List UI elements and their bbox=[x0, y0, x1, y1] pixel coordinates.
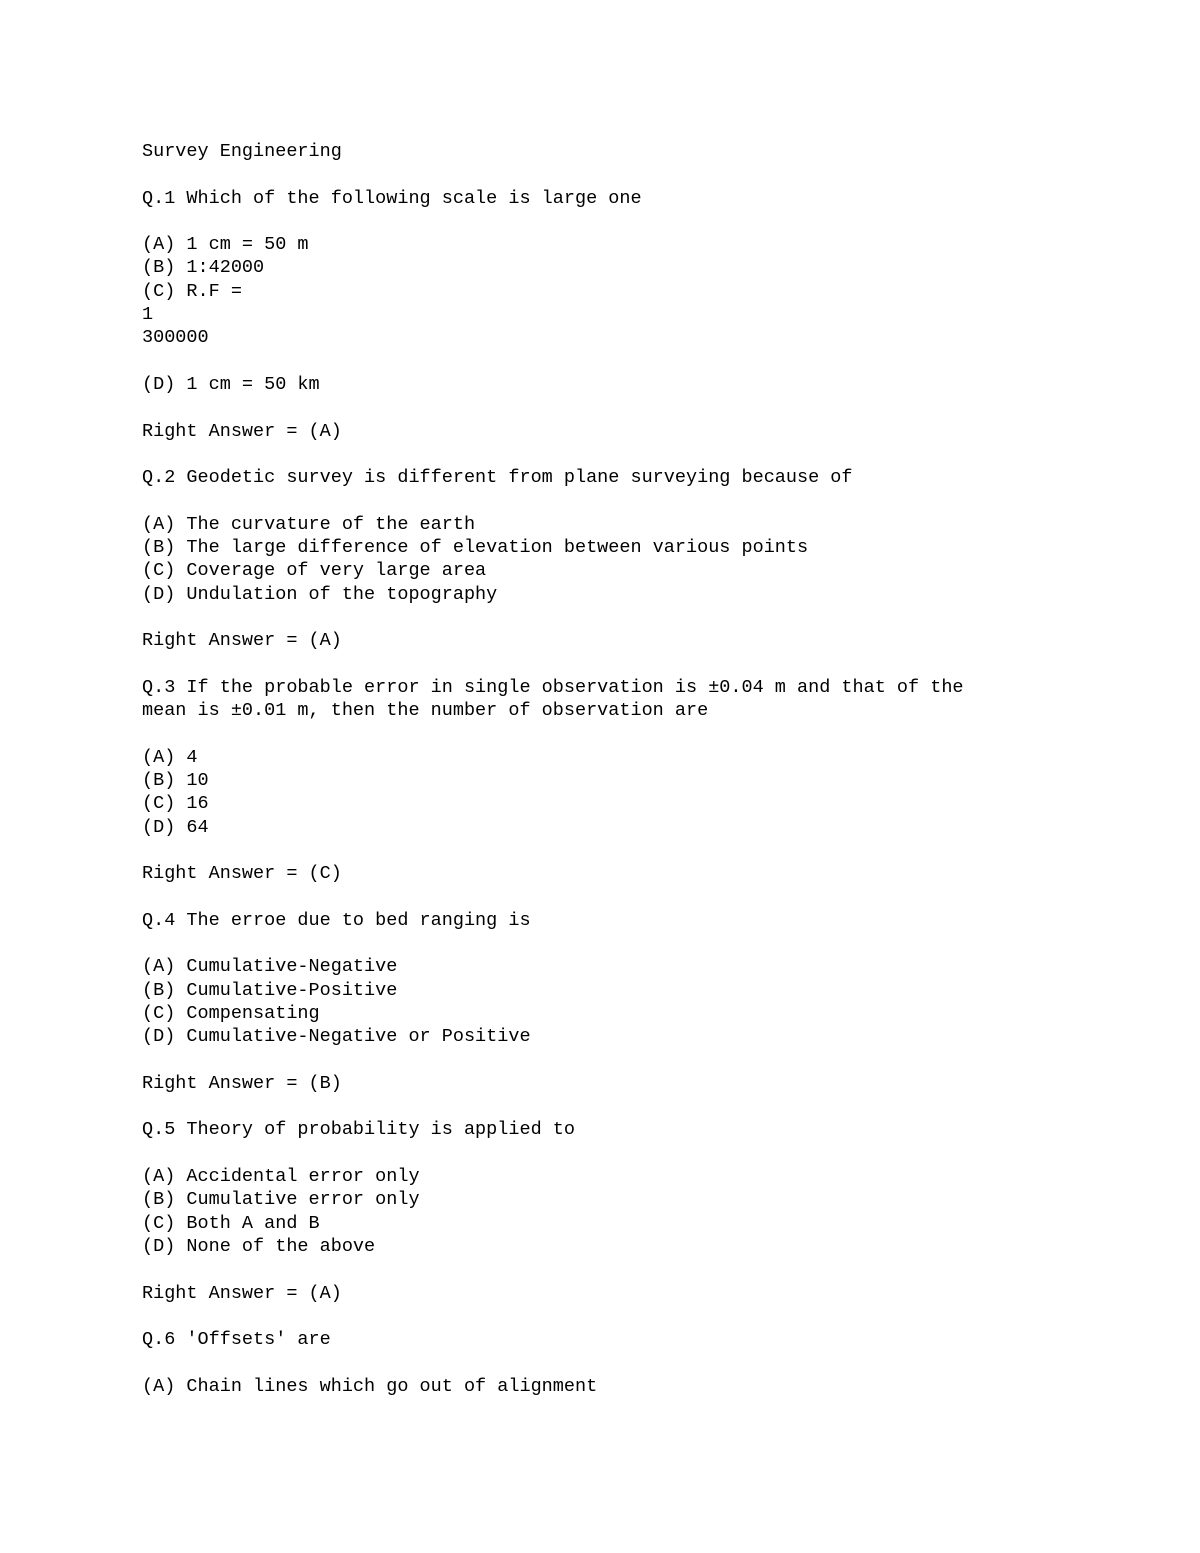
option-b: (B) Cumulative-Positive bbox=[142, 979, 398, 1001]
option-a: (A) 4 bbox=[142, 746, 198, 768]
spacer bbox=[142, 1095, 1142, 1118]
spacer bbox=[142, 163, 1142, 186]
option-c: (C) Compensating bbox=[142, 1002, 320, 1024]
option-b: (B) Cumulative error only bbox=[142, 1189, 420, 1211]
option-a: (A) 1 cm = 50 m bbox=[142, 234, 309, 256]
question-text: Q.4 The erroe due to bed ranging is bbox=[142, 909, 531, 931]
option-d: (D) Undulation of the topography bbox=[142, 583, 498, 605]
spacer bbox=[142, 1351, 1142, 1374]
spacer bbox=[142, 1305, 1142, 1328]
document-page bbox=[142, 140, 1142, 1398]
spacer bbox=[142, 606, 1142, 629]
option-d: (D) 64 bbox=[142, 816, 209, 838]
option-c-denominator: 300000 bbox=[142, 327, 209, 349]
right-answer: Right Answer = (B) bbox=[142, 1072, 342, 1094]
option-c: (C) Both A and B bbox=[142, 1212, 320, 1234]
spacer bbox=[142, 932, 1142, 955]
spacer bbox=[142, 1258, 1142, 1281]
question-text-continued: mean is ±0.01 m, then the number of observation are bbox=[142, 700, 709, 722]
spacer bbox=[142, 396, 1142, 419]
spacer bbox=[142, 489, 1142, 512]
right-answer: Right Answer = (A) bbox=[142, 1282, 342, 1304]
option-d: (D) Cumulative-Negative or Positive bbox=[142, 1026, 531, 1048]
question-block-q1 bbox=[142, 187, 1142, 467]
right-answer: Right Answer = (A) bbox=[142, 630, 342, 652]
document-title: Survey Engineering bbox=[142, 141, 342, 162]
spacer bbox=[142, 210, 1142, 233]
option-c: (C) R.F = bbox=[142, 280, 242, 302]
spacer bbox=[142, 1142, 1142, 1165]
question-text: Q.2 Geodetic survey is different from plane surveying because of bbox=[142, 467, 853, 489]
right-answer: Right Answer = (A) bbox=[142, 420, 342, 442]
option-a: (A) Accidental error only bbox=[142, 1166, 420, 1188]
spacer bbox=[142, 1049, 1142, 1072]
spacer bbox=[142, 886, 1142, 909]
spacer bbox=[142, 722, 1142, 745]
question-text: Q.5 Theory of probability is applied to bbox=[142, 1119, 575, 1141]
question-text: Q.3 If the probable error in single observation is ±0.04 m and that of the bbox=[142, 676, 964, 698]
option-d: (D) 1 cm = 50 km bbox=[142, 373, 320, 395]
option-b: (B) The large difference of elevation between various points bbox=[142, 537, 809, 559]
question-block-q6 bbox=[142, 1328, 1142, 1398]
question-block-q4 bbox=[142, 909, 1142, 1119]
question-block-q3 bbox=[142, 676, 1142, 909]
option-a: (A) Cumulative-Negative bbox=[142, 956, 398, 978]
option-c: (C) Coverage of very large area bbox=[142, 560, 487, 582]
option-b: (B) 10 bbox=[142, 770, 209, 792]
option-a: (A) The curvature of the earth bbox=[142, 513, 476, 535]
right-answer: Right Answer = (C) bbox=[142, 863, 342, 885]
question-block-q2 bbox=[142, 466, 1142, 676]
question-block-q5 bbox=[142, 1118, 1142, 1328]
question-text: Q.6 'Offsets' are bbox=[142, 1329, 331, 1351]
option-c: (C) 16 bbox=[142, 793, 209, 815]
option-a: (A) Chain lines which go out of alignment bbox=[142, 1375, 598, 1397]
option-c-numerator: 1 bbox=[142, 304, 154, 326]
spacer bbox=[142, 839, 1142, 862]
spacer bbox=[142, 653, 1142, 676]
spacer bbox=[142, 443, 1142, 466]
question-text: Q.1 Which of the following scale is large one bbox=[142, 187, 642, 209]
option-d: (D) None of the above bbox=[142, 1235, 376, 1257]
option-b: (B) 1:42000 bbox=[142, 257, 265, 279]
spacer bbox=[142, 350, 1142, 373]
